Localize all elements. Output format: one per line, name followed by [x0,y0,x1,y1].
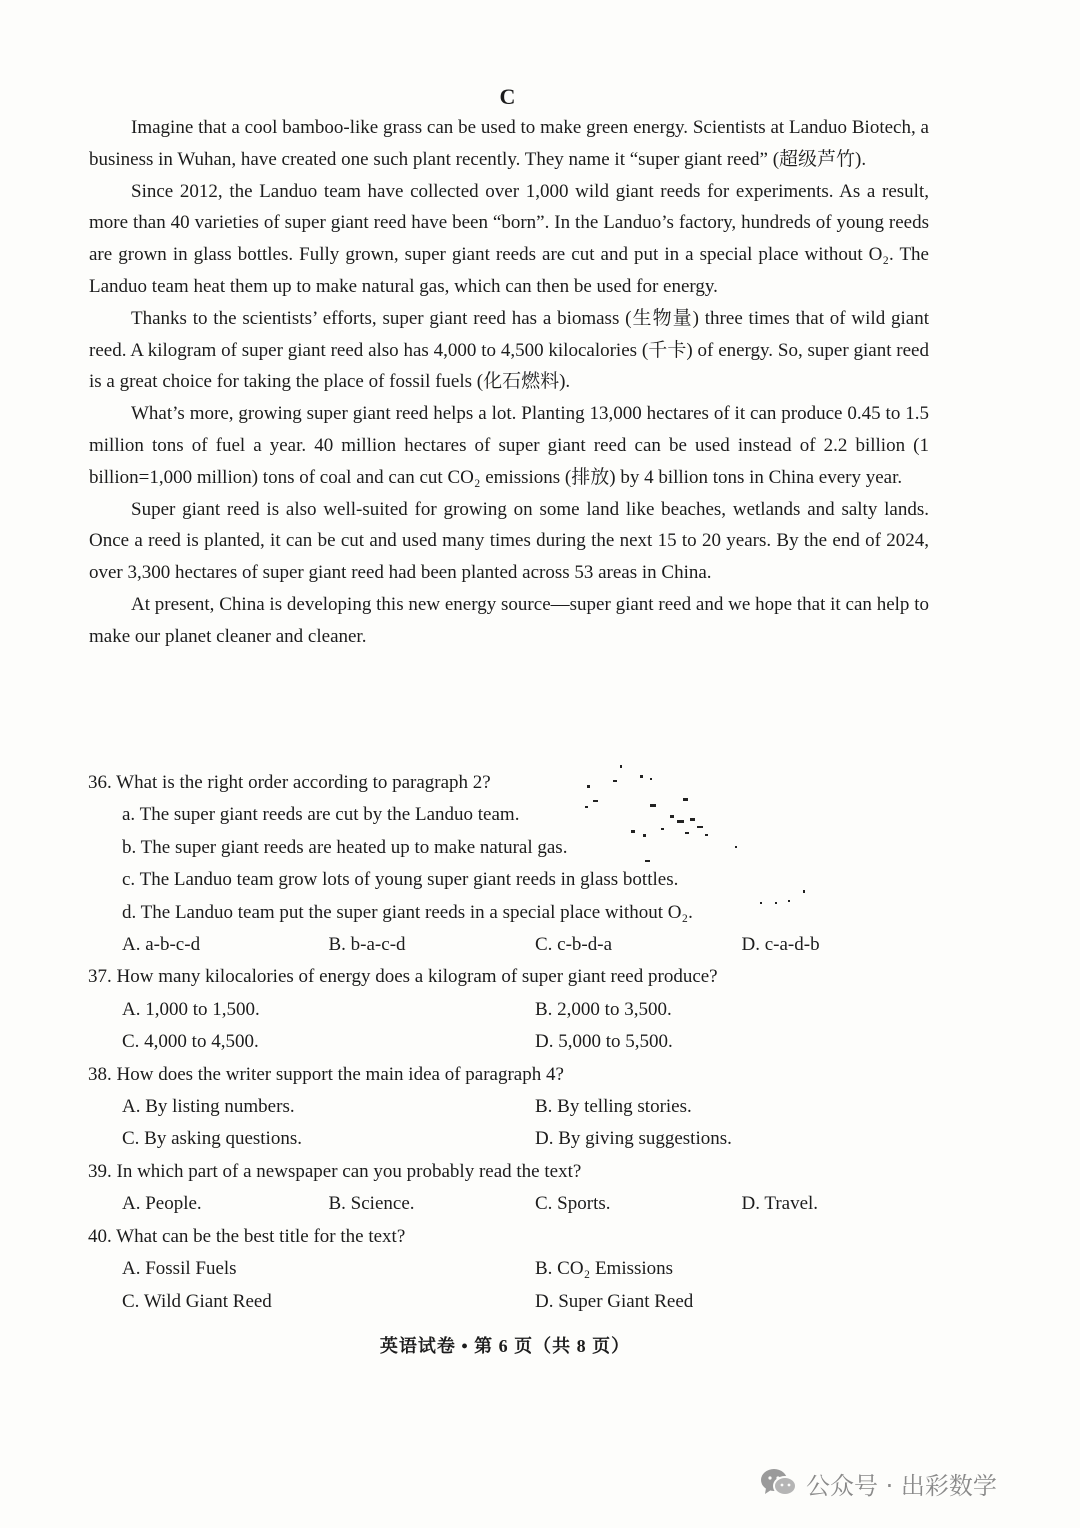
option-b: B. Science. [328,1193,415,1215]
question-39 [88,1156,948,1221]
option-a: A. a-b-c-d [122,934,201,956]
option-a: A. 1,000 to 1,500. [122,998,260,1020]
option-c: C. Wild Giant Reed [122,1290,272,1312]
passage-paragraph-6: At present, China is developing this new energy source—super giant reed and we hope that it can help to make our planet cleaner and cleaner. [89,593,929,647]
option-a: A. People. [122,1193,202,1215]
question-36 [88,767,948,961]
order-item-b: b. The super giant reeds are heated up to make natural gas. [122,836,568,858]
page-footer: 英语试卷 • 第 6 页（共 8 页） [379,1336,631,1356]
option-c: C. c-b-d-a [535,934,613,956]
option-d: D. 5,000 to 5,500. [535,1031,673,1053]
order-item-d: d. The Landuo team put the super giant reeds in a special place without O₂. [122,901,693,923]
reading-passage [89,112,929,653]
answer-options [88,1188,948,1220]
answer-options [88,1026,948,1058]
order-item-c: c. The Landuo team grow lots of young super giant reeds in glass bottles. [122,869,679,891]
answer-options [88,1253,948,1285]
option-b: B. 2,000 to 3,500. [535,998,672,1020]
answer-options [88,929,948,961]
question-stem: 40. What can be the best title for the text? [88,1225,406,1247]
order-item-a: a. The super giant reeds are cut by the Landuo team. [122,804,520,826]
option-d: D. By giving suggestions. [535,1128,732,1150]
option-b: B. b-a-c-d [328,934,406,956]
question-stem: 39. In which part of a newspaper can you probably read the text? [88,1160,582,1182]
passage-paragraph-4: What’s more, growing super giant reed helps a lot. Planting 13,000 hectares of it can produce 0.45 to 1.5 million tons of fuel a year. 40 million hectares of super giant reed can be used instead of 2.2 billion (1 billion=1,000 million) tons of coal and can cut CO₂ emissions (排放) by 4 billion tons in China every year. [89,403,929,488]
question-37 [88,961,948,1058]
section-heading: C [499,84,516,109]
option-d: D. c-a-d-b [741,934,820,956]
answer-options [88,1091,948,1123]
passage-paragraph-5: Super giant reed is also well-suited for growing on some land like beaches, wetlands and salty lands. Once a reed is planted, it can be cut and used many times during the next 15 to 20 years. By the end of 2024, over 3,300 hectares of super giant reed had been planted across 53 areas in China. [89,498,929,584]
passage-paragraph-1: Imagine that a cool bamboo-like grass can be used to make green energy. Scientists at Landuo Biotech, a business in Wuhan, have created one such plant recently. They name it “super giant reed” (超级芦竹). [89,117,929,170]
watermark [760,1463,997,1503]
option-a: A. By listing numbers. [122,1096,295,1118]
option-c: C. Sports. [535,1193,611,1215]
passage-paragraph-2: Since 2012, the Landuo team have collected over 1,000 wild giant reeds for experiments. As a result, more than 40 varieties of super giant reed have been “born”. In the Landuo’s factory, hundreds of young reeds are grown in glass bottles. Fully grown, super giant reeds are cut and put in a special place without O₂. The Landuo team heat them up to make natural gas, which can then be used for energy. [89,180,929,297]
option-b: B. CO₂ Emissions [535,1258,674,1280]
option-d: D. Travel. [741,1193,819,1215]
passage-paragraph-3: Thanks to the scientists’ efforts, super giant reed has a biomass (生物量) three times that of wild giant reed. A kilogram of super giant reed also has 4,000 to 4,500 kilocalories (千卡) of energy. So, super giant reed is a great choice for taking the place of fossil fuels (化石燃料). [89,307,929,393]
answer-options [88,1123,948,1155]
option-a: A. Fossil Fuels [122,1258,237,1280]
answer-options [88,1286,948,1318]
question-stem: 36. What is the right order according to paragraph 2? [88,772,491,793]
question-38 [88,1059,948,1156]
question-stem: 38. How does the writer support the main idea of paragraph 4? [88,1063,564,1085]
wechat-icon [760,1467,798,1499]
option-d: D. Super Giant Reed [535,1290,694,1312]
question-stem: 37. How many kilocalories of energy does a kilogram of super giant reed produce? [88,966,718,988]
question-40 [88,1221,948,1318]
question-list [88,767,948,1318]
answer-options [88,994,948,1026]
option-c: C. By asking questions. [122,1128,302,1150]
option-c: C. 4,000 to 4,500. [122,1031,259,1053]
option-b: B. By telling stories. [535,1096,692,1118]
watermark-text: 公众号 · 出彩数学 [806,1471,997,1500]
